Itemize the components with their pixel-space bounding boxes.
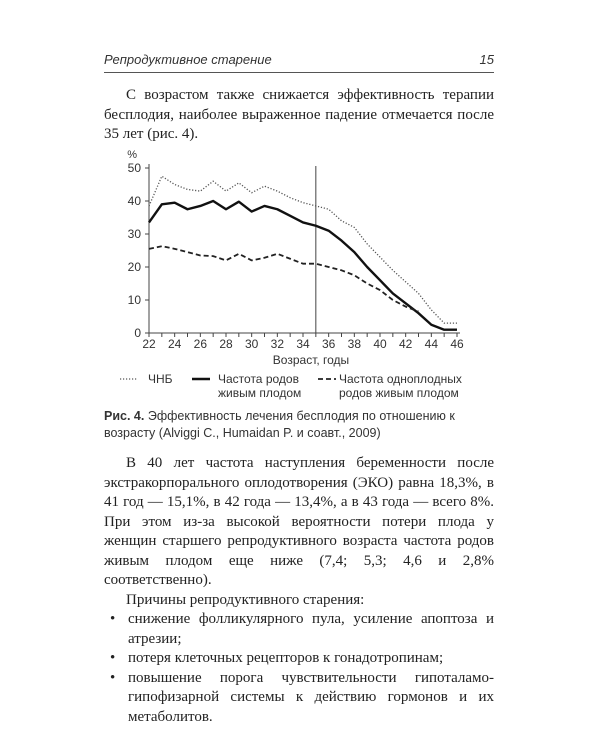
figure-caption [104,408,504,442]
paragraph: С возрастом также снижается эффективность терапии бесплодия, наиболее выраженное падение отмечается после 35 лет (рис. 4). [104,87,494,142]
x-axis-label: Возраст, годы [272,353,350,367]
y-tick-label: 0 [134,326,141,340]
list-item [104,649,494,669]
running-title: Репродуктивное старение [104,52,272,67]
bullet-icon: • [110,650,116,666]
legend-label: родов живым плодом [339,386,459,400]
x-tick-label: 24 [167,337,182,351]
y-tick-label: 20 [127,260,141,274]
series-line-dotted [149,176,457,323]
list-item [104,669,494,728]
x-tick-label: 40 [373,337,387,351]
legend-label: Частота одноплодных [339,372,462,386]
list-item-text: повышение порога чувствительности гипоталамо-гипофизарной системы к действию гормонов и их метаболитов. [128,669,494,725]
x-tick-label: 34 [296,337,310,351]
x-tick-label: 26 [193,337,208,351]
x-tick-label: 36 [321,337,336,351]
x-tick-label: 28 [219,337,233,351]
series-line-solid [149,201,457,330]
y-tick-label: 30 [127,227,141,241]
y-tick-label: 50 [127,161,141,175]
x-tick-label: 30 [244,337,259,351]
legend-label: Частота родов [218,372,299,386]
list-item [104,610,494,649]
caption-label: Рис. 4. [104,409,145,423]
x-tick-label: 42 [398,337,413,351]
list-item-text: потеря клеточных рецепторов к гонадотропинам; [128,650,444,666]
x-tick-label: 38 [347,337,362,351]
paragraph: Причины репродуктивного старения: [126,591,365,608]
bullet-icon: • [110,611,116,627]
legend-label: живым плодом [218,386,302,400]
x-tick-label: 46 [450,337,464,351]
bullet-icon: • [110,669,116,686]
y-tick-label: 40 [127,194,141,208]
bullet-list [104,610,494,727]
y-axis-label: % [127,149,137,161]
y-tick-label: 10 [127,293,141,307]
body-text [104,454,494,727]
x-tick-label: 44 [424,337,439,351]
page-number: 15 [479,52,494,67]
x-tick-label: 22 [142,337,156,351]
paragraph: В 40 лет частота наступления беременности после экстракорпорального оплодотворения (ЭКО) равна 18,3%, в 41 год — 15,1%, в 42 года — 13,4%, а в 43 года — всего 8%. При этом из-за высокой вероятности потери плода у женщин старшего репродуктивного возраста частота родов живым плодом еще ниже (7,4; 5,3; 4,6 и 2,8% соответственно). [104,455,494,588]
x-tick-label: 32 [270,337,285,351]
caption-text: Эффективность лечения бесплодия по отношению к возрасту (Alviggi C., Humaidan P. и соавт., 2009) [104,409,455,440]
list-item-text: снижение фолликулярного пула, усиление апоптоза и атрезии; [128,611,494,647]
legend-label: ЧНБ [148,372,173,386]
